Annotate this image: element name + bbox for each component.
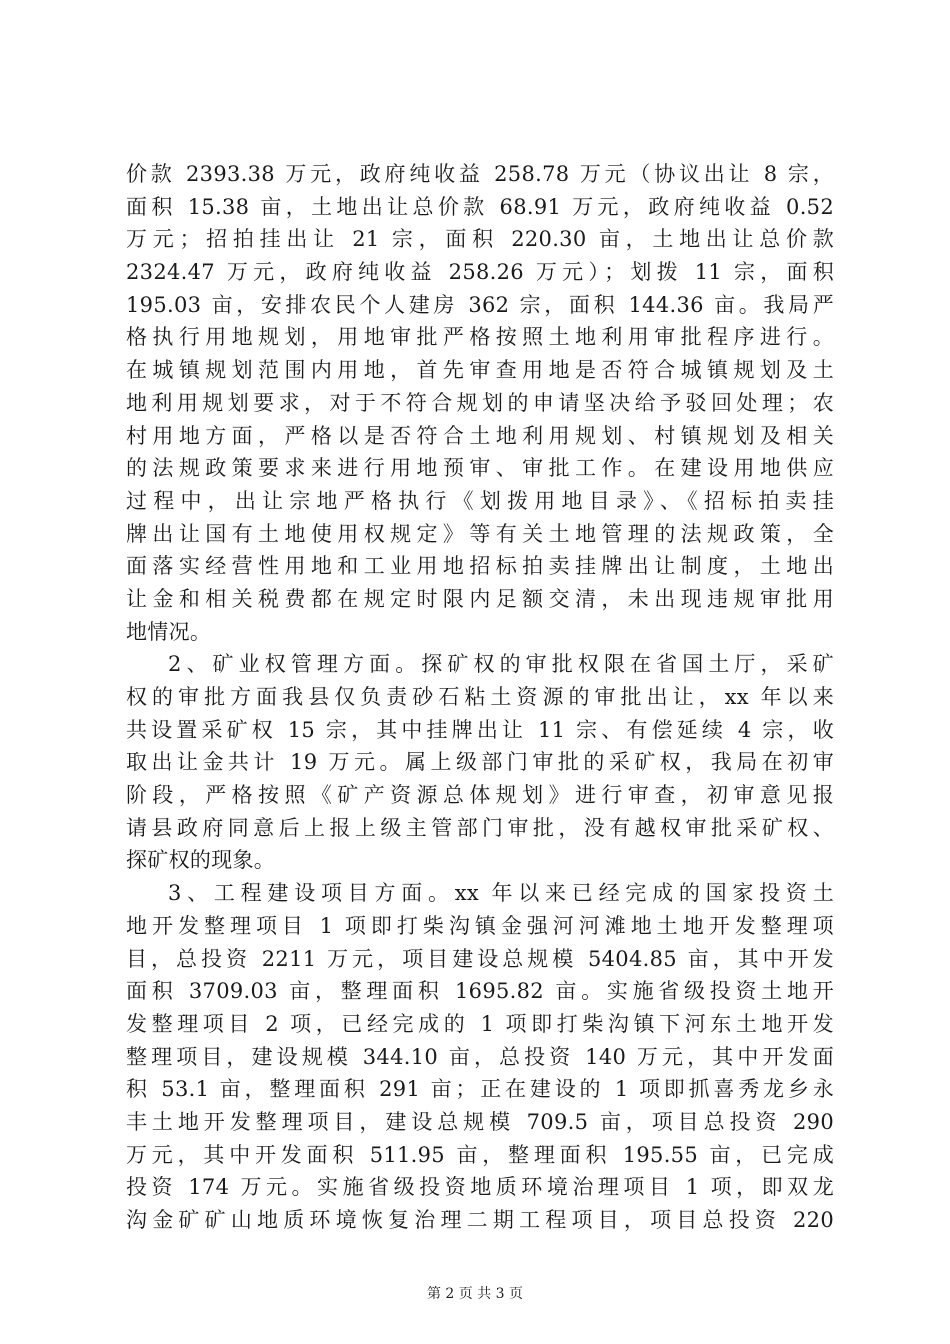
text-line: 3、工程建设项目方面。xx 年以来已经完成的国家投资土 [168, 881, 834, 906]
text-line: 整理项目，建设规模 344.10 亩，总投资 140 万元，其中开发面 [126, 1044, 834, 1069]
page-footer: 第 2 页 共 3 页 [426, 1286, 524, 1302]
text-line: 权的审批方面我县仅负责砂石粘土资源的审批出让，xx 年以来 [126, 685, 834, 709]
text-line: 价款 2393.38 万元，政府纯收益 258.78 万元（协议出让 8 宗， [126, 162, 834, 186]
paragraph [126, 158, 834, 648]
text-line: 在城镇规划范围内用地，首先审查用地是否符合城镇规划及土 [126, 358, 834, 383]
text-line: 2324.47 万元，政府纯收益 258.26 万元）；划拨 11 宗，面积 [126, 260, 834, 285]
text-line: 请县政府同意后上报上级主管部门审批，没有越权审批采矿权、 [126, 815, 834, 840]
paragraph [126, 877, 834, 1237]
paragraph [126, 648, 834, 877]
text-line: 过程中，出让宗地严格执行《划拨用地目录》、《招标拍卖挂 [126, 488, 834, 513]
text-line: 投资 174 万元。实施省级投资地质环境治理项目 1 项，即双龙 [126, 1175, 834, 1200]
text-line: 丰土地开发整理项目，建设总规模 709.5 亩，项目总投资 290 [126, 1109, 834, 1134]
text-line: 探矿权的现象。 [126, 848, 276, 873]
text-line: 让金和相关税费都在规定时限内足额交清，未出现违规审批用 [126, 586, 834, 611]
text-line: 村用地方面，严格以是否符合土地利用规划、村镇规划及相关 [126, 423, 834, 448]
text-line: 格执行用地规划，用地审批严格按照土地利用审批程序进行。 [126, 325, 834, 350]
text-line: 地情况。 [126, 619, 212, 644]
text-line: 取出让金共计 19 万元。属上级部门审批的采矿权，我局在初审 [126, 750, 834, 775]
text-line: 沟金矿矿山地质环境恢复治理二期工程项目，项目总投资 220 [126, 1208, 834, 1232]
text-line: 2、矿业权管理方面。探矿权的审批权限在省国土厅，采矿 [168, 652, 834, 677]
text-line: 面积 3709.03 亩，整理面积 1695.82 亩。实施省级投资土地开 [126, 979, 834, 1004]
text-line: 的法规政策要求来进行用地预审、审批工作。在建设用地供应 [126, 456, 834, 481]
text-line: 发整理项目 2 项，已经完成的 1 项即打柴沟镇下河东土地开发 [126, 1011, 834, 1036]
text-line: 牌出让国有土地使用权规定》等有关土地管理的法规政策，全 [126, 521, 834, 546]
text-line: 万元；招拍挂出让 21 宗，面积 220.30 亩，土地出让总价款 [126, 227, 834, 252]
text-line: 共设置采矿权 15 宗，其中挂牌出让 11 宗、有偿延续 4 宗，收 [126, 717, 834, 742]
body-text [126, 158, 834, 1237]
text-line: 195.03 亩，安排农民个人建房 362 宗，面积 144.36 亩。我局严 [126, 292, 834, 317]
text-line: 积 53.1 亩，整理面积 291 亩；正在建设的 1 项即抓喜秀龙乡永 [126, 1077, 834, 1102]
text-line: 面积 15.38 亩，土地出让总价款 68.91 万元，政府纯收益 0.52 [126, 194, 834, 219]
text-line: 万元，其中开发面积 511.95 亩，整理面积 195.55 亩，已完成 [126, 1142, 834, 1167]
text-line: 地利用规划要求，对于不符合规划的申请坚决给予驳回处理；农 [126, 390, 834, 415]
text-line: 面落实经营性用地和工业用地招标拍卖挂牌出让制度，土地出 [126, 554, 834, 579]
text-line: 目，总投资 2211 万元，项目建设总规模 5404.85 亩，其中开发 [126, 946, 834, 971]
text-line: 阶段，严格按照《矿产资源总体规划》进行审查，初审意见报 [126, 783, 834, 808]
text-line: 地开发整理项目 1 项即打柴沟镇金强河河滩地土地开发整理项 [126, 913, 834, 938]
